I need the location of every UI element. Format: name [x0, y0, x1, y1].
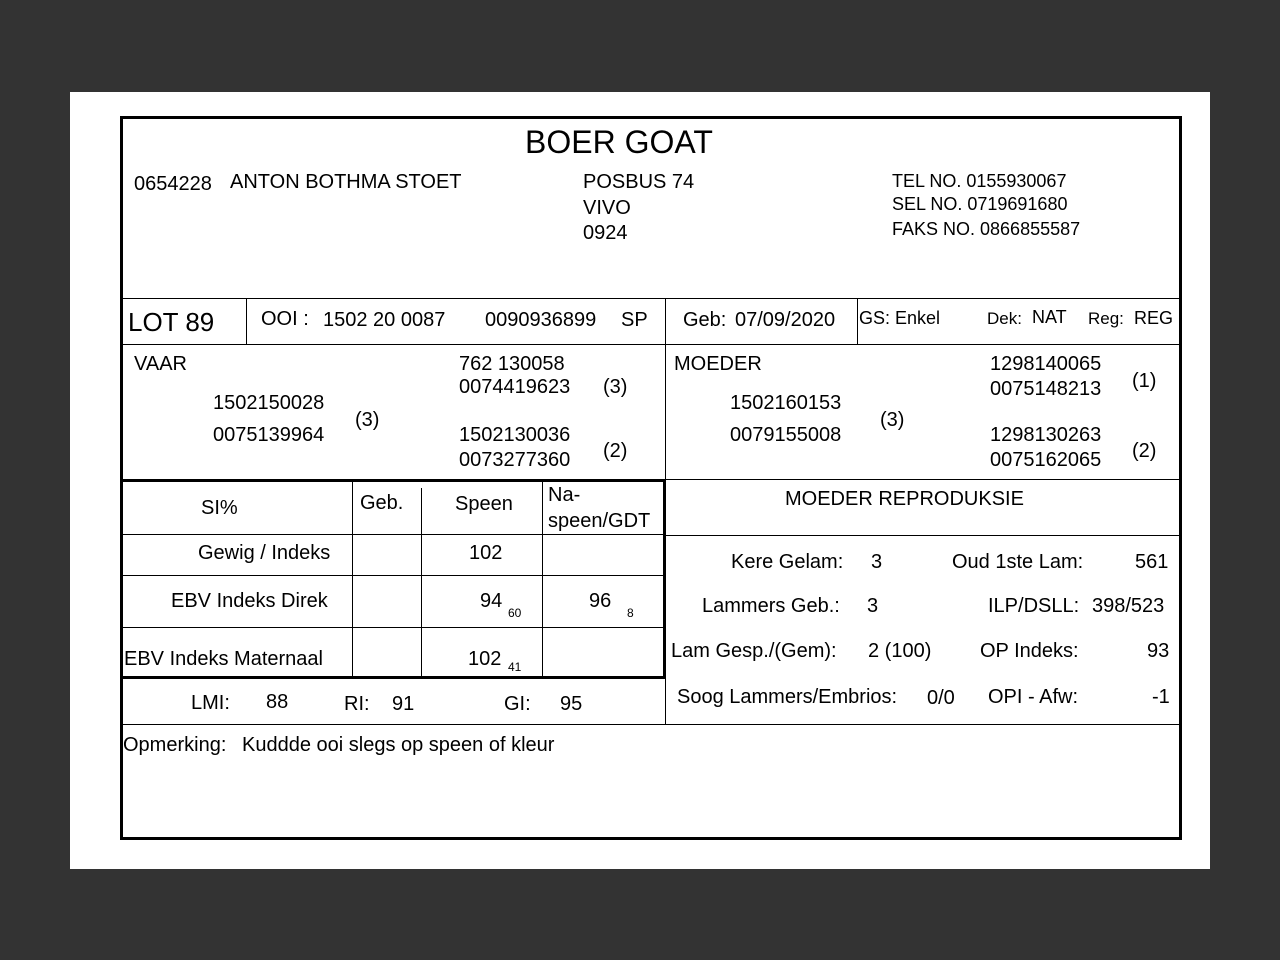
perf-table-bottom — [122, 676, 666, 679]
divider-lower-middle — [665, 535, 666, 725]
dam-sire-id: 1298140065 — [990, 353, 1102, 375]
ewe-id: 1502 20 0087 — [323, 309, 446, 331]
perf-row2-bottom — [122, 627, 664, 628]
dam-grade: (3) — [880, 409, 905, 431]
remark-label: Opmerking: — [123, 734, 227, 756]
sire-sire-reg: 0074419623 — [459, 376, 571, 398]
breeder-code: 0654228 — [134, 173, 212, 195]
birth-label: Geb: — [683, 309, 727, 331]
lammers-value: 3 — [867, 595, 879, 617]
sire-id: 1502150028 — [213, 392, 325, 414]
perf-col-label — [352, 482, 353, 677]
divider-lot-top — [122, 298, 1180, 299]
divider-lot-col1 — [246, 298, 247, 344]
breeder-name: ANTON BOTHMA STOET — [230, 171, 462, 193]
perf-row-speen: 94 — [480, 590, 503, 612]
sel-number: SEL NO. 0719691680 — [892, 194, 1068, 214]
repro-title-bottom — [665, 535, 1180, 536]
lmi-label: LMI: — [191, 692, 230, 714]
sire-dam-id: 1502130036 — [459, 424, 571, 446]
oud-value: 561 — [1135, 551, 1169, 573]
address-line-2: VIVO — [583, 197, 631, 219]
perf-col-speen — [542, 482, 543, 677]
op-label: OP Indeks: — [980, 640, 1079, 662]
ewe-label: OOI : — [261, 308, 309, 330]
perf-row-speen-sub: 41 — [508, 660, 522, 674]
perf-row-label: Gewig / Indeks — [198, 542, 331, 564]
tel-number: TEL NO. 0155930067 — [892, 171, 1067, 191]
divider-lot-bottom — [122, 344, 1180, 345]
sire-label: VAAR — [134, 353, 187, 375]
gesp-label: Lam Gesp./(Gem): — [671, 640, 837, 662]
sire-dam-grade: (2) — [603, 440, 628, 462]
sire-reg: 0075139964 — [213, 424, 325, 446]
divider-pedigree-bottom — [665, 479, 1180, 480]
ewe-code: SP — [621, 309, 648, 331]
perf-col-geb — [421, 488, 422, 677]
soog-label: Soog Lammers/Embrios: — [677, 686, 898, 708]
ri-value: 91 — [392, 693, 415, 715]
opi-value: -1 — [1152, 686, 1170, 708]
kere-value: 3 — [871, 551, 883, 573]
divider-pedigree-middle — [665, 344, 666, 480]
ri-label: RI: — [344, 693, 370, 715]
dam-id: 1502160153 — [730, 392, 842, 414]
perf-header-geb: Geb. — [360, 492, 404, 514]
perf-row-speen: 102 — [469, 542, 503, 564]
address-line-1: POSBUS 74 — [583, 171, 695, 193]
dam-label: MOEDER — [674, 353, 762, 375]
gi-value: 95 — [560, 693, 583, 715]
remark-text: Kuddde ooi slegs op speen of kleur — [242, 734, 555, 756]
perf-header-speen: Speen — [455, 493, 513, 515]
dam-sire-reg: 0075148213 — [990, 378, 1102, 400]
perf-row1-bottom — [122, 575, 664, 576]
ilp-value: 398/523 — [1092, 595, 1165, 617]
ewe-reg: 0090936899 — [485, 309, 597, 331]
lammers-label: Lammers Geb.: — [702, 595, 840, 617]
sire-sire-grade: (3) — [603, 376, 628, 398]
card-title: BOER GOAT — [525, 124, 713, 160]
perf-header-bottom — [122, 534, 664, 535]
repro-title: MOEDER REPRODUKSIE — [785, 488, 1024, 510]
perf-row-naspeen-sub: 8 — [627, 606, 634, 620]
perf-header-naspeen: Na- speen/GDT — [548, 484, 651, 532]
reg-value: REG — [1134, 308, 1174, 328]
perf-row-label: EBV Indeks Maternaal — [124, 648, 323, 670]
lot-number: LOT 89 — [128, 307, 215, 337]
perf-header-si: SI% — [201, 497, 238, 519]
birth-date: 07/09/2020 — [735, 309, 836, 331]
perf-row-speen-sub: 60 — [508, 606, 522, 620]
divider-index-bottom — [122, 724, 1180, 725]
faks-number: FAKS NO. 0866855587 — [892, 219, 1081, 239]
dam-dam-id: 1298130263 — [990, 424, 1102, 446]
address-line-3: 0924 — [583, 222, 628, 244]
gs-value: GS: Enkel — [859, 308, 941, 328]
oud-label: Oud 1ste Lam: — [952, 551, 1084, 573]
dam-dam-grade: (2) — [1132, 440, 1157, 462]
sire-sire-id: 762 130058 — [459, 353, 565, 375]
sire-dam-reg: 0073277360 — [459, 449, 571, 471]
dam-reg: 0079155008 — [730, 424, 842, 446]
dek-value: NAT — [1032, 307, 1067, 327]
soog-value: 0/0 — [927, 687, 955, 709]
opi-label: OPI - Afw: — [988, 686, 1079, 708]
gesp-value: 2 (100) — [868, 640, 932, 662]
sire-grade: (3) — [355, 409, 380, 431]
kere-label: Kere Gelam: — [731, 551, 844, 573]
ilp-label: ILP/DSLL: — [988, 595, 1080, 617]
op-value: 93 — [1147, 640, 1170, 662]
perf-row-naspeen: 96 — [589, 590, 612, 612]
dam-sire-grade: (1) — [1132, 370, 1157, 392]
perf-row-speen: 102 — [468, 648, 502, 670]
dek-label: Dek: — [987, 309, 1022, 328]
divider-lot-col3 — [857, 298, 858, 344]
gi-label: GI: — [504, 693, 531, 715]
lmi-value: 88 — [266, 691, 289, 713]
perf-row-label: EBV Indeks Direk — [171, 590, 328, 612]
divider-lot-col2 — [665, 298, 666, 344]
dam-dam-reg: 0075162065 — [990, 449, 1102, 471]
reg-label: Reg: — [1088, 309, 1124, 328]
